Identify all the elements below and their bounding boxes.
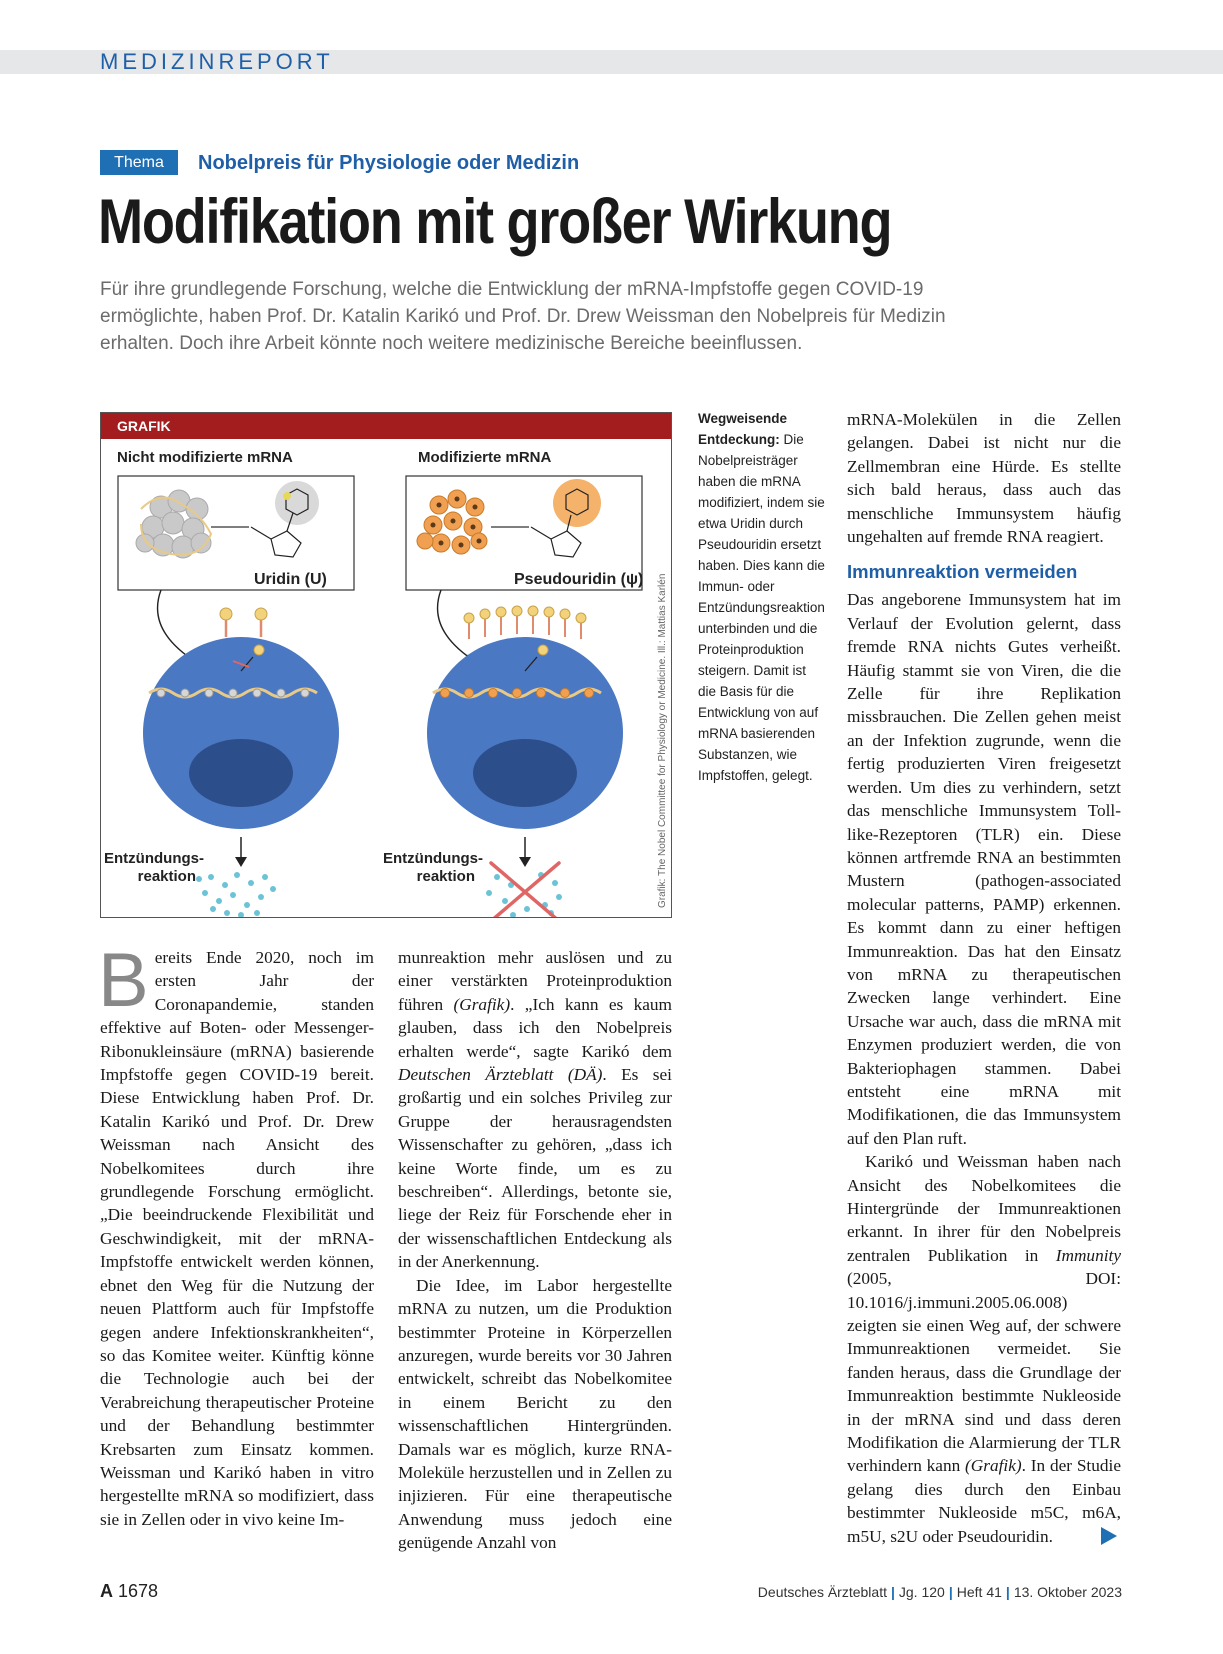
col1-text: ereits Ende 2020, noch im ersten Jahr der Coronapandemie, standen effektive auf Boten- oder Messenger-Ribonukleinsäure (mRNA) basierende Impfstoffe gegen COVID-19 bereit. Diese Entwicklung haben Prof. Dr. Katalin Karikó und Prof. Dr. Drew Weissman nach Ansicht des Nobelkomitees durch ihre grundlegende Forschung ermöglicht. „Die beeindruckende Flexibilität und Geschwindigkeit, mit der mRNA-Impfstoffe entwickelt werden können, ebnet den Weg für die Nutzung der neuen Plattform auch für Impfstoffe gegen andere Infektionskrankheiten“, so das Komitee weiter. Künftig könne die Technologie auch bei der Verabreichung therapeutischer Proteine und der Behandlung bestimmter Krebsarten zum Einsatz kommen. Weissman und Karikó haben in vitro hergestellte mRNA so modifiziert, dass sie in Zellen oder in vivo keine Im- — [100, 948, 374, 1529]
uridin-label: Uridin (U) — [254, 571, 327, 588]
footer-info: Deutsches Ärzteblatt | Jg. 120 | Heft 41 | 13. Oktober 2023 — [757, 1584, 1122, 1600]
footer-volume: Jg. 120 — [898, 1584, 945, 1600]
graphic-reference: (Grafik) — [453, 994, 511, 1014]
col3-paragraph-1: mRNA-Molekülen in die Zellen gelangen. Dabei ist nicht nur die Zellmembran eine Hürde. Es stellte sich bald heraus, dass auch das menschliche Immunsystem häufig ungehalten auf fremde RNA reagiert. — [847, 410, 1121, 547]
page-number-value: 1678 — [118, 1581, 159, 1601]
graphic-credit: Grafik: The Nobel Committee for Physiology or Medicine. Ill.: Mattias Karlén — [657, 573, 668, 908]
continue-arrow-icon — [1101, 1527, 1117, 1545]
right-outcome-label: Entzündungs- reaktion — [383, 850, 483, 885]
col2-text-a: munreaktion mehr auslösen und zu einer verstärkten Proteinproduktion führen — [398, 948, 672, 1014]
col3-text-b: (2005, DOI: 10.1016/j.immuni.2005.06.008) zeigten sie einen Weg auf, der schwere Immunreaktionen vermeidet. Sie fanden heraus, dass die Grundlage der Immunreaktion bestimmte Nukleoside in der mRNA sind und dass deren Modifikation die Alarmierung der TLR verhindern kann — [847, 1269, 1121, 1476]
col3-text-a: Karikó und Weissman haben nach Ansicht des Nobelkomitees die Hintergründe der Immunreaktionen erkannt. In ihrer für den Nobelpreis zentralen Publikation in — [847, 1152, 1121, 1265]
pseudouridin-label: Pseudouridin (ψ) — [514, 571, 644, 588]
col3-paragraph-2: Das angeborene Immunsystem hat im Verlauf der Evolution gelernt, dass fremde RNA nichts Gutes verheißt. Häufig stammt sie von Viren, die die Zelle für ihre Replikation missbrauchen. Die Zellen gehen meist an der Infektion zugrunde, wenn die fertig produzierten Viren freigesetzt werden. Um dies zu verhindern, setzt das menschliche Immunsystem Toll-like-Rezeptoren (TLR) ein. Diese können artfremde RNA an bestimmten Mustern (pathogen-associated molecular patterns, PAMP) erkennen. Es kommt dann zu einer heftigen Immunreaktion. Das hat den Einsatz von mRNA zu therapeutischen Zwecken lange verhindert. Eine Ursache war auch, dass die mRNA mit Enzymen produziert werden, die von Bakteriophagen stammen. Dabei entsteht eine mRNA mit Modifikationen, die das Immunsystem auf den Plan ruft. — [847, 590, 1121, 1148]
section-label: MEDIZINREPORT — [100, 49, 334, 74]
journal-immunity: Immunity — [1055, 1245, 1121, 1265]
uridine-highlight — [275, 481, 319, 525]
page-number — [100, 1581, 158, 1602]
col2-paragraph-2: Die Idee, im Labor hergestellte mRNA zu nutzen, um die Produktion bestimmter Proteine in Körperzellen anzuregen, wurde bereits vor 30 Jahren entwickelt, schreibt das Nobelkomitee in einem Bericht zu den wissenschaftlichen Hintergründen. Damals war es möglich, kurze RNA-Moleküle herzustellen und in Zellen zu injizieren. Für eine therapeutische Anwendung muss jedoch eine genügende Anzahl von — [398, 1275, 672, 1553]
right-receptors-icon — [464, 606, 586, 639]
graphic-header: GRAFIK — [101, 413, 671, 439]
right-panel-title: Modifizierte mRNA — [418, 449, 552, 466]
left-receptors-icon — [220, 608, 267, 637]
col2-paragraph-1 — [398, 946, 672, 1274]
col2-text-c: . Es sei großartig und ein solches Privileg zur Gruppe der herausragendsten Wissenschafter zu gehören, „dass ich keine Worte finde, um es zu beschreiben“. Allerdings, betonte sie, liege der Reiz für Forschende eher in der wissenschaftlichen Entdeckung als in der Anerkennung. — [398, 1065, 672, 1272]
drop-cap: B — [98, 938, 149, 1023]
footer-journal: Deutsches Ärzteblatt — [757, 1584, 887, 1600]
journal-reference: Deutschen Ärzteblatt (DÄ) — [398, 1065, 603, 1085]
subheading: Immunreaktion vermeiden — [847, 561, 1078, 583]
left-panel-title: Nicht modifizierte mRNA — [117, 449, 293, 466]
col2-text-b: . „Ich kann es kaum glauben, dass ich den Nobelpreis erhalten werde“, sagte Karikó dem — [398, 994, 672, 1061]
graphic-reference-2: (Grafik) — [965, 1456, 1022, 1476]
figure-caption — [698, 408, 826, 786]
article-title: Modifikation mit großer Wirkung — [98, 187, 892, 257]
body-column-3 — [847, 408, 1121, 1548]
left-nucleus — [189, 739, 293, 807]
article-lede: Für ihre grundlegende Forschung, welche die Entwicklung der mRNA-Impfstoffe gegen COVID-19 ermöglichte, haben Prof. Dr. Katalin Karikó und Prof. Dr. Drew Weissman den Nobelpreis für Medizin erhalten. Doch ihre Arbeit könnte noch weitere medizinische Bereiche beeinflussen. — [100, 279, 946, 354]
graphic-illustration — [101, 439, 671, 917]
right-nucleus — [473, 739, 577, 807]
footer-issue: Heft 41 — [956, 1584, 1002, 1600]
col3-paragraph-3 — [847, 1150, 1121, 1548]
caption-text: Die Nobelpreisträger haben die mRNA modifiziert, indem sie etwa Uridin durch Pseudouridin ersetzt haben. Dies kann die Immun- oder Entzündungsreaktion unterbinden und die Proteinproduktion steigern. Damit ist die Basis für die Entwicklung von auf mRNA basierenden Substanzen, wie Impfstoffen, gelegt. — [698, 432, 825, 783]
thema-badge: Thema — [100, 150, 178, 175]
body-column-2 — [398, 946, 672, 1555]
page-prefix: A — [100, 1581, 113, 1601]
right-entry-arrow — [438, 590, 476, 662]
graphic-figure — [100, 412, 672, 918]
caption-lead: Wegweisende Entdeckung: — [698, 411, 788, 447]
col3-text-c: . In der Studie gelang dies durch den Einbau bestimmter Nukleoside m5C, m6A, m5U, s2U oder Pseudouridin. — [847, 1456, 1121, 1546]
left-inflammation-dots — [196, 872, 276, 917]
body-column-1 — [98, 938, 374, 1531]
left-outcome-label: Entzündungs- reaktion — [104, 850, 204, 885]
footer-date: 13. Oktober 2023 — [1013, 1584, 1122, 1600]
pseudouridine-highlight — [553, 479, 601, 527]
article-kicker: Nobelpreis für Physiologie oder Medizin — [198, 152, 580, 174]
